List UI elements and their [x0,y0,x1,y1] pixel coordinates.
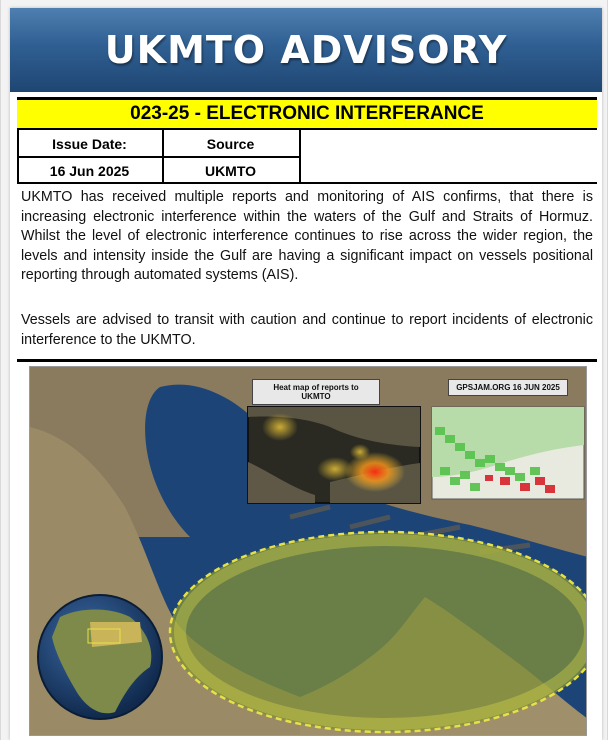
advisory-document [10,8,602,740]
region-map [29,366,587,736]
advisory-paragraph-1: UKMTO has received multiple reports and monitoring of AIS confirms, that there is increasing electronic interference within the waters of the Gulf and Straits of Hormuz. Whilst the level of electronic interference continues to rise across the wider region, the levels and intensity inside the Gulf are having a significant impact on vessels positional reporting through automated systems (AIS). [21,189,593,283]
advisory-heading: 023-25 - ELECTRONIC INTERFERANCE [130,103,484,124]
header-banner [10,8,602,92]
issue-date-label: Issue Date: [52,135,127,152]
source-value: UKMTO [204,162,257,179]
issue-date-value: 16 Jun 2025 [49,162,130,179]
globe-inset [38,595,162,719]
table-border-bottom [17,182,597,184]
advisory-heading-bar [17,97,597,130]
gpsjam-label: GPSJAM.ORG 16 JUN 2025 [448,379,568,396]
heatmap-label: Heat map of reports to UKMTO [252,379,380,405]
advisory-paragraph-2: Vessels are advised to transit with caution and continue to report incidents of electronic interference to the UKMTO. [21,312,593,348]
gpsjam-inset [432,407,584,499]
meta-table [17,130,597,184]
heatmap-inset [248,407,420,503]
banner-title: UKMTO ADVISORY [104,28,508,72]
table-row-divider [17,156,301,158]
map-graphic [30,367,587,736]
section-divider [17,359,597,362]
source-label: Source [206,135,255,152]
